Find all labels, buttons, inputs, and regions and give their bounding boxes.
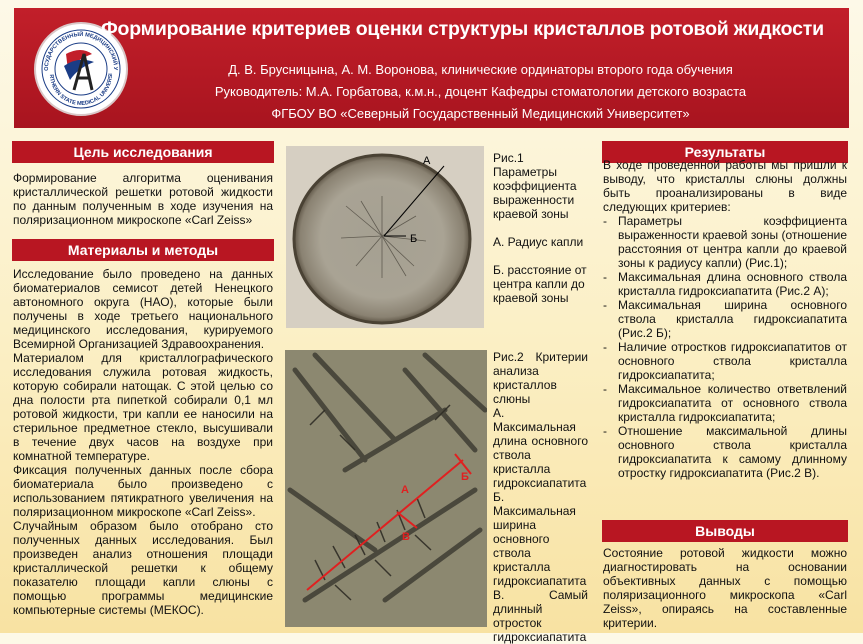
results-heading: Результаты [602,141,848,163]
conclusions-text: Состояние ротовой жидкости можно диагностировать на основании объективных данных с помощью поляризационного микроскопа «Carl Zeiss», опираясь на составленные критерии. [603,546,847,630]
figure1-photo [286,146,484,328]
results-text: В ходе проведенной работы мы пришли к выводу, что кристаллы слюны должны быть проанализированы в виде следующих критериев: - Параметры коэффициента выраженности краевой зоны (отношение расстояния от центра капли до краевой зоны к радиусу капли) (Рис.1); - Максимальная длина основного ствола кристалла гидроксиапатита (Рис.2 А); - Максимальная ширина основного ствола кристалла гидроксиапатита (Рис.2 Б); - Наличие отростков гидроксиапатитов от основного ствола кристалла гидроксиапатита; - Максимальное количество ответвлений гидроксиапатита от основного ствола кристалла гидроксиапатита; - Отношение максимальной длины основного ствола кристалла гидроксиапатита к самому длинному отростку гидроксиапатита (Рис.2 В). [603,158,847,480]
results-list [603,214,847,480]
figure2-caption: Рис.2 Критерии анализа кристаллов слюны А. Максимальная длина основного ствола кристалла гидроксиапатита Б. Максимальная ширина основного ствола кристалла гидроксиапатита В. Самый длинный отросток гидроксиапатита [493,350,588,644]
aim-heading: Цель исследования [12,141,274,163]
figure1-label-b: Б [410,233,418,245]
supervisor-line: Руководитель: М.А. Горбатова, к.м.н., доцент Кафедры стоматологии детского возраста [214,84,747,99]
list-item: - Отношение максимальной длины основного ствола кристалла гидроксиапатита к самому длинному отростку гидроксиапатита (Рис.2 В). [603,424,847,480]
svg-text:СЕВЕРНЫЙ ГОСУДАРСТВЕННЫЙ МЕДИЦ: ОСУДАРСТВЕННЫЙ МЕДИЦИНСКИЙ У [43,31,119,71]
list-item: - Максимальная длина основного ствола кристалла гидроксиапатита (Рис.2 А); [603,270,847,298]
svg-text:NORTHERN STATE MEDICAL UNIVERS: RTHERN STATE MEDICAL UNIVERSI [47,73,115,108]
poster-title: Формирование критериев оценки структуры кристаллов ротовой жидкости [101,18,824,40]
conclusions-heading: Выводы [602,520,848,542]
figure2-label-c: В [402,531,410,543]
figure1-label-a: А [423,155,431,167]
list-item: - Параметры коэффициента выраженности краевой зоны (отношение расстояния от центра капли до краевой зоны к радиусу капли) (Рис.1); [603,214,847,270]
institution-line: ФГБОУ ВО «Северный Государственный Медицинский Университет» [271,106,690,121]
authors-line: Д. В. Брусницына, А. М. Воронова, клинические ординаторы второго года обучения [228,62,733,77]
aim-text: Формирование алгоритма оценивания кристаллической решетки ротовой жидкости по данным полученным в ходе изучения на поляризационном микроскопе «Carl Zeiss» [13,171,273,227]
list-item: - Наличие отростков гидроксиапатитов от основного ствола кристалла гидроксиапатита; [603,340,847,382]
figure2-label-b: Б [461,471,469,483]
methods-text: Исследование было проведено на данных биоматериалов семисот детей Ненецкого автономного округа (НАО), которые были получены в ходе третьего национального медицинского исследования, курируемого Всемирной Организацией Здравоохранения. Материалом для кристаллографического исследования служила ротовая жидкость, которую собирали натощак. С этой целью со дна полости рта пипеткой собирали 0,1 мл ротовой жидкости, три капли ее наносили на стерильное предметное стекло, высушивали в течение двух часов на воздухе при комнатной температуре. Фиксация полученных данных после сбора биоматериала было произведено с использованием пятикратного увеличения на поляризационном микроскопе «Carl Zeiss». Случайным образом было отобрано сто полученных данных исследования. Был произведен анализ отношения площади кристаллической решетки к общему показателю площади капли слюны с помощью программы медицинские компьютерные системы (МЕКОС). [13,267,273,617]
header-banner [14,8,849,128]
list-item: - Максимальная ширина основного ствола кристалла гидроксиапатита (Рис.2 Б); [603,298,847,340]
methods-heading: Материалы и методы [12,239,274,261]
figure2-photo [285,350,487,627]
figure1-caption: Рис.1 Параметры коэффициента выраженности краевой зоны А. Радиус капли Б. расстояние от центра капли до краевой зоны [493,151,587,305]
figure2-label-a: А [401,484,409,496]
list-item: - Максимальное количество ответвлений гидроксиапатита от основного ствола кристалла гидроксиапатита; [603,382,847,424]
